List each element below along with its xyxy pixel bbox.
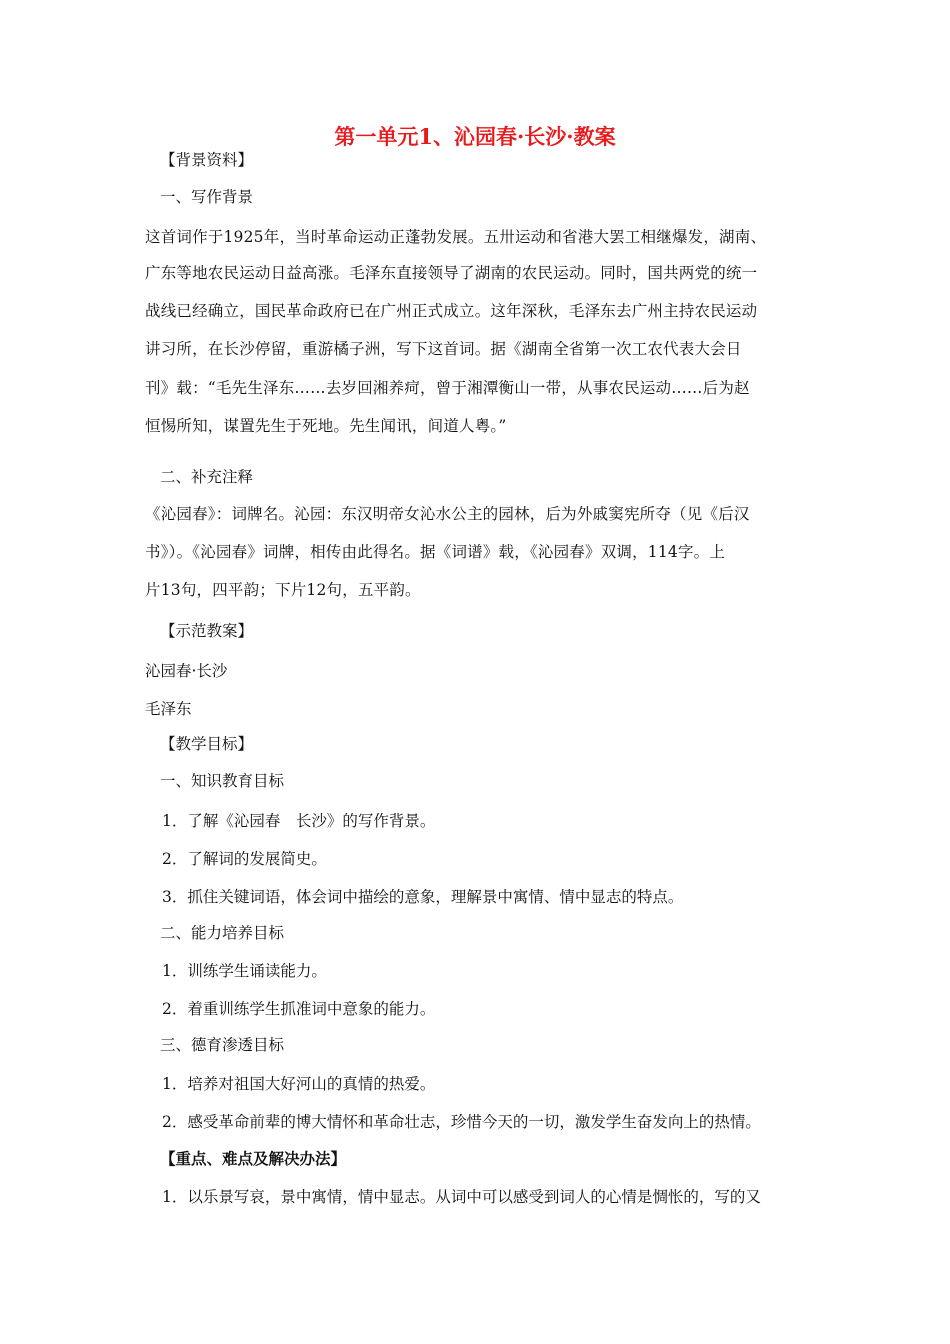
document-title: 第一单元1、沁园春·长沙·教案 bbox=[334, 124, 616, 149]
list-item: 1．培养对祖国大好河山的真情的热爱。 bbox=[162, 1075, 436, 1093]
subheading-ability-goals: 二、能力培养目标 bbox=[160, 924, 285, 942]
section-heading-teaching-goals: 【教学目标】 bbox=[160, 735, 254, 753]
paragraph-line: 《沁园春》：词牌名。沁园：东汉明帝女沁水公主的园林，后为外戚窦宪所夺（见《后汉 bbox=[145, 505, 750, 523]
paragraph-line: 刊》载：“毛先生泽东……去岁回湘养疴，曾于湘潭衡山一带，从事农民运动……后为赵 bbox=[145, 379, 750, 397]
subheading-moral-goals: 三、德育渗透目标 bbox=[160, 1036, 285, 1054]
subheading-knowledge-goals: 一、知识教育目标 bbox=[160, 772, 285, 790]
list-item: 1．以乐景写哀，景中寓情，情中显志。从词中可以感受到词人的心情是惆怅的，写的又 bbox=[162, 1188, 761, 1206]
list-item: 1．了解《沁园春 长沙》的写作背景。 bbox=[162, 812, 436, 830]
section-heading-background: 【背景资料】 bbox=[160, 151, 254, 169]
list-item: 2．了解词的发展简史。 bbox=[162, 850, 327, 868]
paragraph-line: 恒惕所知，谋置先生于死地。先生闻讯，间道人粤。” bbox=[145, 417, 507, 435]
subheading-supplementary-notes: 二、补充注释 bbox=[160, 468, 254, 486]
paragraph-line: 书》）。《沁园春》词牌，相传由此得名。据《词谱》载，《沁园春》双调，114字。上 bbox=[145, 543, 726, 561]
paragraph-line: 战线已经确立，国民革命政府已在广州正式成立。这年深秋，毛泽东去广州主持农民运动 bbox=[145, 302, 758, 320]
list-item: 2．着重训练学生抓准词中意象的能力。 bbox=[162, 1000, 436, 1018]
list-item: 3．抓住关键词语，体会词中描绘的意象，理解景中寓情、情中显志的特点。 bbox=[162, 888, 684, 906]
subheading-writing-background: 一、写作背景 bbox=[160, 188, 254, 206]
paragraph-line: 这首词作于1925年，当时革命运动正蓬勃发展。五卅运动和省港大罢工相继爆发，湖南、 bbox=[145, 228, 767, 246]
list-item: 2．感受革命前辈的博大情怀和革命壮志，珍惜今天的一切，激发学生奋发向上的热情。 bbox=[162, 1113, 761, 1131]
section-heading-key-points: 【重点、难点及解决办法】 bbox=[160, 1149, 347, 1168]
paragraph-line: 片13句，四平韵；下片12句，五平韵。 bbox=[145, 581, 421, 599]
poem-title: 沁园春·长沙 bbox=[145, 662, 228, 680]
list-item: 1．训练学生诵读能力。 bbox=[162, 962, 327, 980]
paragraph-line: 广东等地农民运动日益高涨。毛泽东直接领导了湖南的农民运动。同时，国共两党的统一 bbox=[145, 264, 758, 282]
poem-author: 毛泽东 bbox=[145, 700, 192, 718]
section-heading-model-lesson: 【示范教案】 bbox=[160, 622, 254, 640]
paragraph-line: 讲习所，在长沙停留，重游橘子洲，写下这首词。据《湖南全省第一次工农代表大会日 bbox=[145, 340, 742, 358]
